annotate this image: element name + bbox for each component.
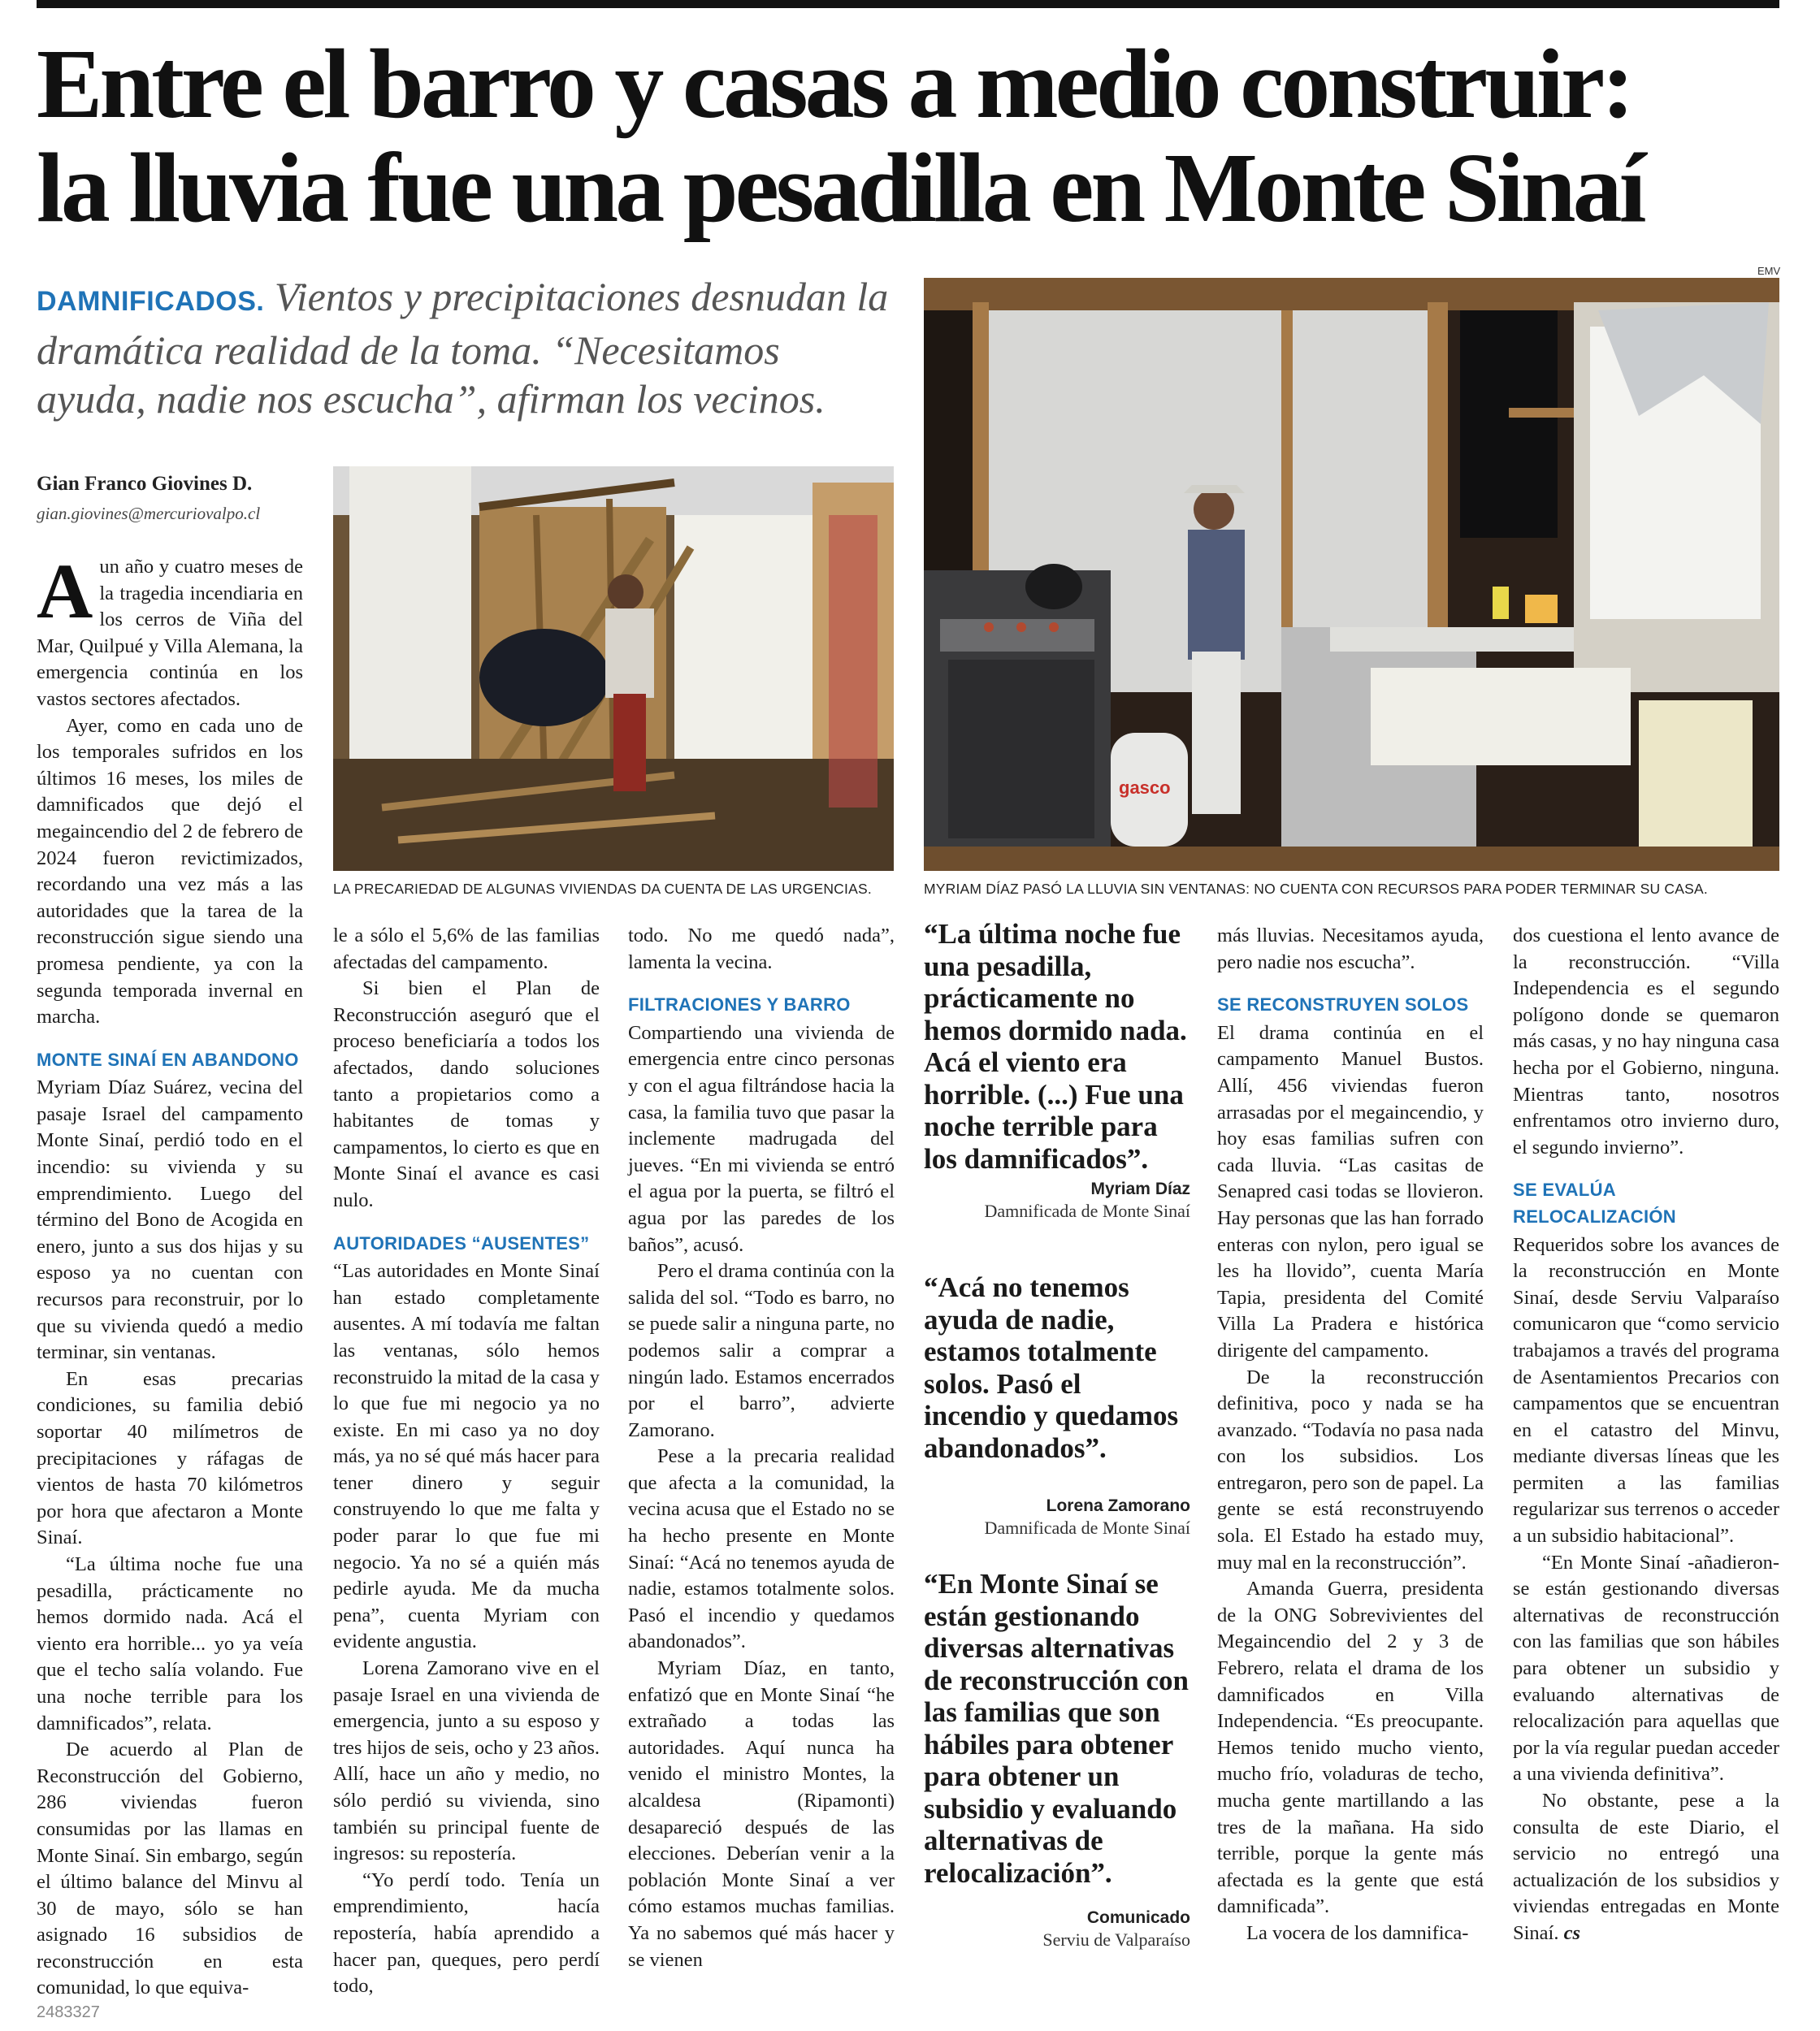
paragraph: La vocera de los damnifica- [1246,1921,1469,1944]
headline-line-2: la lluvia fue una pesadilla en Monte Sinaí [37,133,1644,243]
paragraph: “En Monte Sinaí -añadieron- se están gestionando diversas alternativas de reconstrucción con las familias que son hábiles para obtener un subsidio y evaluando alternativas de relocalización para aquellas que por la vía regular puedan acceder a una vivienda definitiva”. [1513,1551,1779,1786]
paragraph: le a sólo el 5,6% de las familias afectadas del campamento. [333,925,600,973]
paragraph: De acuerdo al Plan de Reconstrucción del Gobierno, 286 viviendas fueron consumidas por las llamas en Monte Sinaí. Sin embargo, según el último balance del Minvu al 30 de mayo, sólo se han asignado 16 subsidios de reconstrucción en esta comunidad, lo que equiva- [37,1739,303,1999]
subhead-autoridades: AUTORIDADES “AUSENTES” [333,1232,590,1254]
drop-cap: A [37,548,93,634]
pull-quote-name: Myriam Díaz [1090,1180,1190,1198]
pull-quote-name: Lorena Zamorano [1046,1496,1190,1515]
byline-author: Gian Franco Giovines D. [37,473,253,495]
end-mark-icon: cs [1563,1921,1581,1944]
paragraph: Compartiendo una vivienda de emergencia entre cinco personas y con el agua filtrándose hacia la casa, la familia tuvo que pasar la inclemente madrugada del jueves. “En mi vivienda se entró el agua por la puerta, se filtró el agua por las paredes de los baños”, acusó. [628,1021,895,1256]
paragraph: Lorena Zamorano vive en el pasaje Israel en una vivienda de emergencia, junto a su esposo y tres hijos de seis, ocho y 23 años. Allí, hace un año y medio, no sólo perdió su vivienda, sino también su principal fuente de ingresos: su repostería. [333,1657,600,1865]
paragraph: No obstante, pese a la consulta de este Diario, el servicio no entregó una actualización de los subsidios y viviendas entregadas en Monte Sinaí. cs [1513,1790,1779,1944]
paragraph: En esas precarias condiciones, su familia debió soportar 40 milímetros de precipitaciones y ráfagas de vientos de hasta 70 kilómetros por hora que afectaron a Monte Sinaí. [37,1367,303,1549]
paragraph: El drama continúa en el campamento Manuel Bustos. Allí, 456 viviendas fueron arrasadas por el megaincendio, y hoy esas familias sufren con cada lluvia. “Las casitas de Senapred casi todas se llovieron. Hay personas que las han forrado enteras con nylon, pero igual se les ha llovido”, cuenta María Tapia, presidenta del Comité Villa La Pradera e histórica dirigente del campamento. [1217,1021,1484,1362]
top-rule [37,0,1779,8]
paragraph: De la reconstrucción definitiva, poco y nada se ha avanzado. “Todavía no pasa nada con los subsidios. Los entregaron, pero son de papel. La gente se está reconstruyendo sola. El Estado ha estado muy, muy mal en la reconstrucción”. [1217,1366,1484,1574]
headline-line-1: Entre el barro y casas a medio construir: [37,29,1632,139]
photo-caption-left: LA PRECARIEDAD DE ALGUNAS VIVIENDAS DA CUENTA DE LAS URGENCIAS. [333,881,872,897]
pull-quote-role: Damnificada de Monte Sinaí [984,1201,1190,1221]
pull-quote-text: “Acá no tenemos ayuda de nadie, estamos totalmente solos. Pasó el incendio y quedamos abandonados”. [924,1271,1179,1464]
paragraph: Pese a la precaria realidad que afecta a la comunidad, la vecina acusa que el Estado no se ha hecho presente en Monte Sinaí: “Acá no tenemos ayuda de nadie, estamos totalmente solos. Pasó el incendio y quedamos abandonados”. [628,1445,895,1653]
paragraph: Pero el drama continúa con la salida del sol. “Todo es barro, no se puede salir a ninguna parte, no podemos salir a comprar a ningún lado. Estamos encerrados por el barro”, advierte Zamorano. [628,1260,895,1441]
article-column-3 [628,923,895,1973]
article-column-6 [1513,923,1779,1947]
photo-caption-right: MYRIAM DÍAZ PASÓ LA LLUVIA SIN VENTANAS: NO CUENTA CON RECURSOS PARA PODER TERMINAR SU CASA. [924,881,1708,897]
photo-kitchen [924,278,1779,871]
subhead-filtraciones: FILTRACIONES Y BARRO [628,994,851,1016]
subhead-reconstruyen: SE RECONSTRUYEN SOLOS [1217,994,1469,1016]
pull-quote-text: “La última noche fue una pesadilla, prácticamente no hemos dormido nada. Acá el viento era horrible. (...) Fue una noche terrible para los damnificados”. [924,918,1187,1175]
paragraph: Amanda Guerra, presidenta de la ONG Sobrevivientes del Megaincendio del 2 y 3 de Febrero, relata el drama de los damnificados en Villa Independencia. “Es preocupante. Hemos tenido mucho viento, mucho frío, voladuras de techo, mucha gente martillando a las tres de la mañana. Ha sido terrible, porque la gente más afectada es la gente que está damnificada”. [1217,1578,1484,1918]
paragraph: Ayer, como en cada uno de los temporales sufridos en los últimos 16 meses, los miles de damnificados que dejó el megaincendio del 2 de febrero de 2024 fueron revictimizados, recordando una vez más a las autoridades que la tarea de la reconstrucción sigue siendo una promesa pendiente, ya con la segunda temporada invernal en marcha. [37,714,303,1028]
article-column-1 [37,548,303,2002]
pull-quote-role: Serviu de Valparaíso [1042,1929,1190,1950]
paragraph: dos cuestiona el lento avance de la reconstrucción. “Villa Independencia es el segundo polígono donde se quemaron más casas, y no hay ninguna casa hecha por el Gobierno, ninguna. Mientras tanto, nosotros enfrentamos otro invierno duro, el segundo invierno”. [1513,925,1779,1158]
paragraph: Myriam Díaz Suárez, vecina del pasaje Israel del campamento Monte Sinaí, perdió todo en el incendio: su vivienda y su emprendimiento. Luego del término del Bono de Acogida en enero, junto a sus dos hijas y su esposo ya no cuentan con recursos para reconstruir, por lo que su vivienda quedó a medio terminar, sin ventanas. [37,1076,303,1364]
deck-text: Vientos y precipitaciones desnudan la dramática realidad de la toma. “Necesitamos ayuda, nadie nos escucha”, afirman los vecinos. [37,274,889,422]
paragraph: más lluvias. Necesitamos ayuda, pero nadie nos escucha”. [1217,925,1484,973]
page-id: 2483327 [37,2003,100,2021]
paragraph: Si bien el Plan de Reconstrucción aseguró que el proceso beneficiaría a todos los afectados, dando soluciones tanto a propietarios como a habitantes de tomas y campamentos, lo cierto es que en Monte Sinaí el avance es casi nulo. [333,977,600,1211]
paragraph: “La última noche fue una pesadilla, prácticamente no hemos dormido nada. Acá el viento era horrible... yo ya veía que el techo salía volando. Fue una noche terrible para los damnificados”, relata. [37,1552,303,1734]
lead-paragraph: Aun año y cuatro meses de la tragedia incendiaria en los cerros de Viña del Mar, Quilpué y Villa Alemana, la emergencia continúa en los vastos sectores afectados. [37,548,303,710]
pull-quote-role: Damnificada de Monte Sinaí [984,1518,1190,1538]
paragraph: todo. No me quedó nada”, lamenta la vecina. [628,925,895,973]
headline [37,29,1792,243]
photo-construction [333,466,894,871]
pull-quote-3 [924,1568,1190,1951]
subhead-relocalizacion: SE EVALÚA RELOCALIZACIÓN [1513,1180,1676,1227]
paragraph: Requeridos sobre los avances de la reconstrucción en Monte Sinaí, desde Serviu Valparaíso comunicaron que “como servicio trabajamos a través del programa de Asentamientos Precarios con campamentos que se encuentran en el catastro del Minvu, mediante diversas líneas que les permiten a las familias regularizar sus terrenos o acceder a un subsidio habitacional”. [1513,1233,1779,1548]
subhead-monte-sinai: MONTE SINAÍ EN ABANDONO [37,1049,299,1070]
paragraph: “Las autoridades en Monte Sinaí han estado completamente ausentes. A mí todavía me faltan las ventanas, sólo hemos reconstruido la mitad de la casa y lo que fue mi negocio ya no existe. En mi caso ya no doy más, ya no sé qué más hacer para tener dinero y seguir construyendo lo que me falta y poder parar lo que fue mi negocio. Ya no sé a quién más pedirle ayuda. Me da mucha pena”, cuenta Myriam con evidente angustia. [333,1260,600,1653]
photo-credit: EMV [1757,265,1781,277]
article-column-2 [333,923,600,2000]
pull-quote-name: Comunicado [1086,1908,1190,1927]
article-column-5 [1217,923,1484,1947]
paragraph: Myriam Díaz, en tanto, enfatizó que en Monte Sinaí “he extrañado a todas las autoridades. Aquí nunca ha venido el ministro Montes, la alcaldesa (Ripamonti) desapareció después de las elecciones. Deberían venir a la población Monte Sinaí a ver cómo estamos muchas familias. Ya no sabemos qué más hacer y se vienen [628,1657,895,1971]
pull-quote-1 [924,918,1190,1222]
deck-kicker: DAMNIFICADOS. [37,286,265,317]
pull-quote-text: “En Monte Sinaí se están gestionando diversas alternativas de reconstrucción con las familias que son hábiles para obtener para obtener un subsidio y evaluando alternativas de relocalización”. [924,1568,1189,1889]
byline-email: gian.giovines@mercuriovalpo.cl [37,504,261,523]
paragraph: “Yo perdí todo. Tenía un emprendimiento, hacía repostería, había aprendido a hacer pan, queques, pero perdí todo, [333,1869,600,1998]
pull-quote-2 [924,1271,1190,1539]
gas-tank-label: gasco [1119,777,1171,798]
deck [37,272,890,423]
